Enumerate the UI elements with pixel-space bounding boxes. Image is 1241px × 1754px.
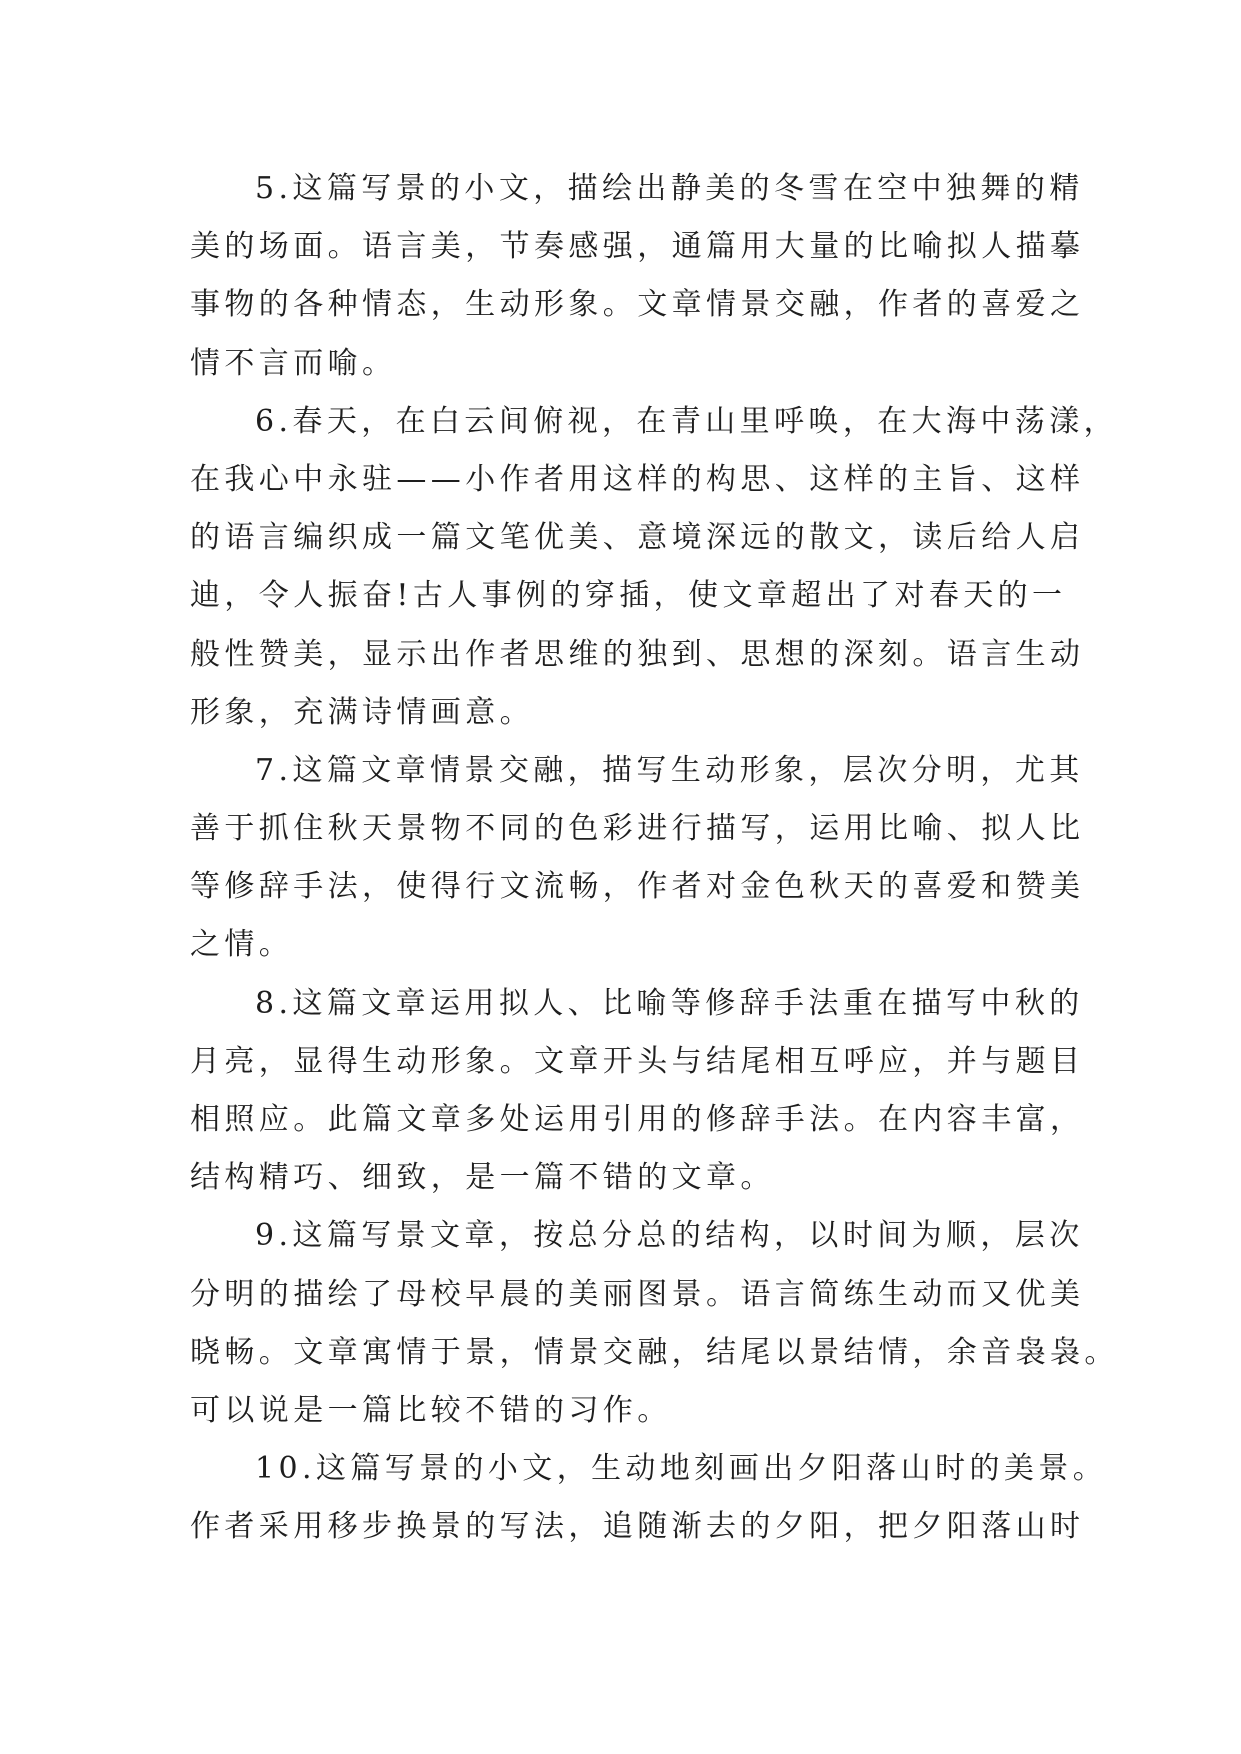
paragraph-line: 相照应。此篇文章多处运用引用的修辞手法。在内容丰富，	[190, 1102, 1085, 1137]
paragraph-line: 结构精巧、细致，是一篇不错的文章。	[190, 1160, 775, 1196]
paragraph-line: 5.这篇写景的小文，描绘出静美的冬雪在空中独舞的精	[255, 171, 1084, 206]
paragraph-line: 晓畅。文章寓情于景，情景交融，结尾以景结情，余音袅袅。	[190, 1334, 1119, 1370]
paragraph-line: 作者采用移步换景的写法，追随渐去的夕阳，把夕阳落山时	[190, 1509, 1085, 1545]
paragraph-line: 的语言编织成一篇文笔优美、意境深远的散文，读后给人启	[190, 520, 1085, 556]
paragraph-10	[190, 1440, 1108, 1556]
paragraph-9	[190, 1207, 1119, 1440]
paragraph-line: 6.春天，在白云间俯视，在青山里呼唤，在大海中荡漾，	[255, 403, 1119, 439]
document-body	[190, 160, 1119, 1557]
paragraph-line: 等修辞手法，使得行文流畅，作者对金色秋天的喜爱和赞美	[190, 869, 1085, 905]
paragraph-line: 9.这篇写景文章，按总分总的结构，以时间为顺，层次	[255, 1218, 1084, 1254]
paragraph-5	[190, 160, 1085, 393]
paragraph-line: 可以说是一篇比较不错的习作。	[190, 1392, 672, 1428]
paragraph-line: 事物的各种情态，生动形象。文章情景交融，作者的喜爱之	[190, 287, 1085, 323]
paragraph-line: 般性赞美，显示出作者思维的独到、思想的深刻。语言生动	[190, 636, 1085, 672]
paragraph-line: 10.这篇写景的小文，生动地刻画出夕阳落山时的美景。	[255, 1451, 1108, 1487]
paragraph-line: 之情。	[190, 927, 294, 963]
paragraph-line: 分明的描绘了母校早晨的美丽图景。语言简练生动而又优美	[190, 1276, 1085, 1312]
paragraph-8	[190, 975, 1085, 1208]
paragraph-line: 8.这篇文章运用拟人、比喻等修辞手法重在描写中秋的	[255, 985, 1084, 1021]
paragraph-7	[190, 742, 1085, 975]
paragraph-line: 情不言而喻。	[190, 345, 397, 381]
paragraph-line: 月亮，显得生动形象。文章开头与结尾相互呼应，并与题目	[190, 1043, 1085, 1079]
paragraph-line: 美的场面。语言美，节奏感强，通篇用大量的比喻拟人描摹	[190, 229, 1085, 265]
paragraph-line: 7.这篇文章情景交融，描写生动形象，层次分明，尤其	[255, 752, 1084, 788]
paragraph-line: 形象，充满诗情画意。	[190, 694, 534, 730]
paragraph-line: 迪，令人振奋!古人事例的穿插，使文章超出了对春天的一	[190, 578, 1067, 614]
paragraph-6	[190, 393, 1119, 742]
paragraph-line: 善于抓住秋天景物不同的色彩进行描写，运用比喻、拟人比	[190, 811, 1085, 847]
paragraph-line: 在我心中永驻——小作者用这样的构思、这样的主旨、这样	[190, 461, 1085, 497]
